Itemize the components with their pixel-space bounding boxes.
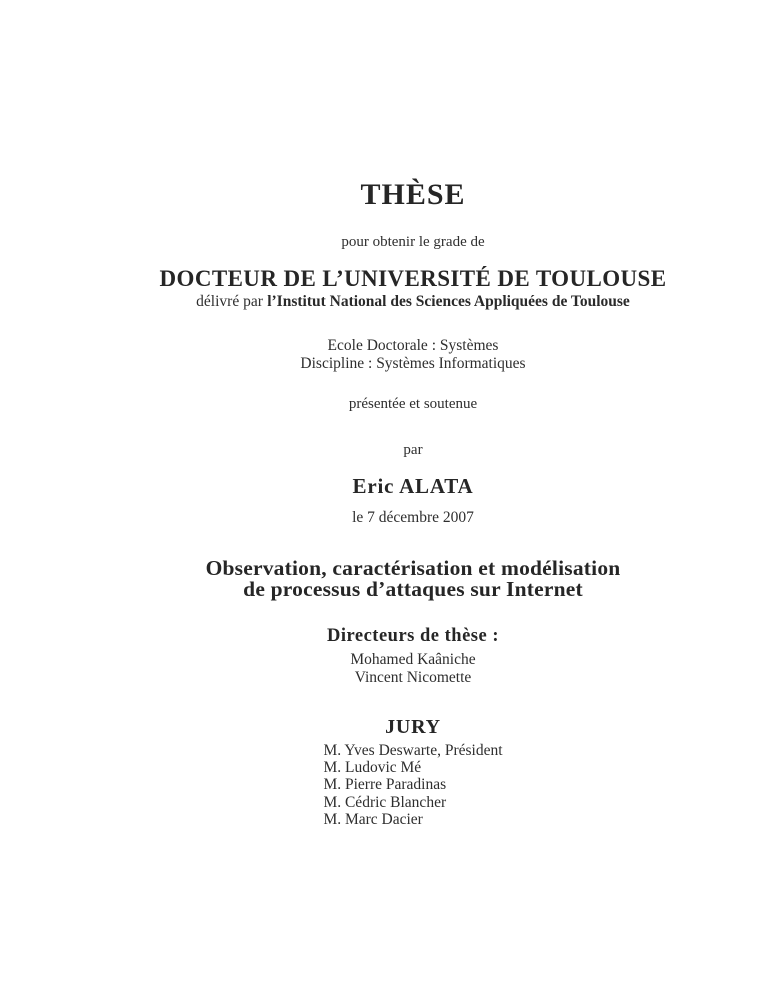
jury-member: M. Cédric Blancher: [323, 793, 447, 811]
thesis-title-line-1: Observation, caractérisation et modélisation: [205, 556, 621, 580]
jury-heading: JURY: [385, 716, 441, 738]
defense-date: le 7 décembre 2007: [352, 509, 474, 526]
delivering-institution: l’Institut National des Sciences Appliquées de Toulouse: [267, 293, 630, 310]
jury-member: M. Ludovic Mé: [323, 759, 422, 777]
degree-title: DOCTEUR DE L’UNIVERSITÉ DE TOULOUSE: [159, 266, 667, 291]
thesis-heading: THÈSE: [360, 178, 466, 211]
directors-names: [58, 651, 768, 686]
by-label: par: [403, 442, 423, 458]
directors-heading: Directeurs de thèse :: [327, 626, 499, 646]
jury-member: M. Yves Deswarte, Président: [323, 742, 503, 759]
doctoral-school-line: Ecole Doctorale : Systèmes: [327, 337, 499, 354]
jury-member: M. Pierre Paradinas: [323, 776, 447, 794]
grade-intro-line: pour obtenir le grade de: [341, 234, 485, 250]
jury-member: M. Marc Dacier: [323, 810, 423, 828]
discipline-line: Discipline : Systèmes Informatiques: [300, 355, 526, 372]
school-block: [58, 337, 768, 373]
author-name: Eric ALATA: [352, 474, 474, 498]
delivered-prefix: délivré par: [196, 293, 263, 310]
thesis-title-line-2: de processus d’attaques sur Internet: [243, 577, 583, 601]
delivered-by-line: [58, 293, 768, 311]
thesis-title: [58, 558, 768, 600]
director-name: Vincent Nicomette: [354, 668, 472, 686]
director-name: Mohamed Kaâniche: [350, 651, 476, 668]
jury-list-wrap: [58, 742, 768, 829]
presented-line: présentée et soutenue: [348, 396, 478, 412]
jury-list: [323, 742, 502, 828]
